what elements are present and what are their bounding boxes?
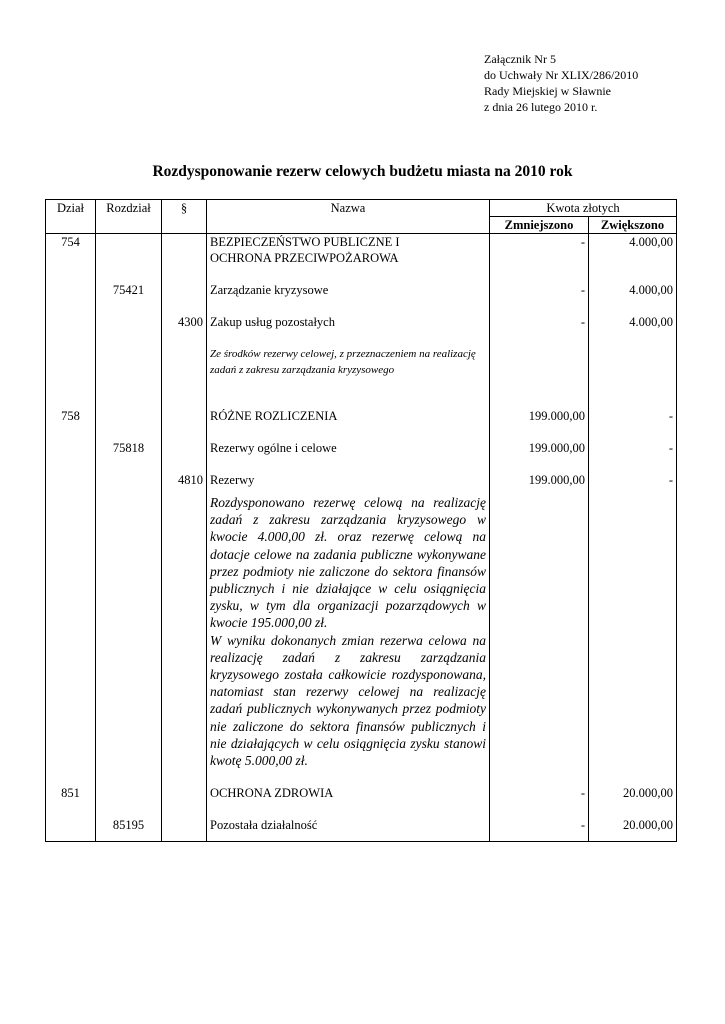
cell-zwiekszono: 20.000,00 [589,817,677,842]
table-row [46,314,677,330]
budget-table [45,199,677,842]
attachment-line: z dnia 26 lutego 2010 r. [484,100,598,114]
attachment-line: do Uchwały Nr XLIX/286/2010 [484,68,639,82]
note-paragraph: W wyniku dokonanych zmian rezerwa celowa na realizację zadań z zakresu zarządzania kryzysowego została całkowicie rozdysponowana, natomiast stan rezerwy celowej na realizację zadań publicznych wykonywanych przez podmioty nie zaliczone do sektora finansów publicznych i nie działających w celu osiągnięcia zysku stanowi kwotę 5.000,00 zł. [210,632,486,769]
cell-zmniejszono: - [490,234,589,267]
attachment-line: Rady Miejskiej w Sławnie [484,84,611,98]
nazwa-line: BEZPIECZEŃSTWO PUBLICZNE I [210,235,400,249]
cell-zwiekszono: - [589,440,677,456]
cell-zmniejszono: - [490,314,589,330]
cell-zwiekszono: 4.000,00 [589,314,677,330]
nazwa-line: OCHRONA PRZECIWPOŻAROWA [210,251,399,265]
page-title: Rozdysponowanie rezerw celowych budżetu miasta na 2010 rok [152,163,573,180]
cell-zwiekszono: - [589,408,677,424]
header-dzial: Dział [46,200,96,234]
cell-nazwa: Zarządzanie kryzysowe [207,282,490,298]
note-paragraph: Rozdysponowano rezerwę celową na realizację zadań z zakresu zarządzania kryzysowego w kwocie 4.000,00 zł. oraz rezerwę celową na dotacje celowe na zadania publiczne wykonywane przez podmioty nie zaliczone do sektora finansów publicznych i nie działające w celu osiągnięcia zysku, w tym dla organizacji pozarządowych w kwocie 195.000,00 zł. [210,495,486,631]
cell-rozdzial: 75818 [96,440,162,456]
table-row [46,440,677,456]
attachment-line: Załącznik Nr 5 [484,52,556,66]
header-kwota: Kwota złotych [490,200,677,217]
cell-note: Ze środków rezerwy celowej, z przeznaczeniem na realizację zadań z zakresu zarządzania kryzysowego [207,346,490,378]
header-zwiekszono: Zwiększono [589,217,677,234]
cell-zwiekszono: 4.000,00 [589,282,677,298]
cell-note [207,494,490,769]
cell-paragraf: 4300 [162,314,207,330]
table-row [46,408,677,424]
cell-zmniejszono: - [490,817,589,842]
cell-zmniejszono: - [490,282,589,298]
table-row [46,785,677,801]
table-row [46,234,677,267]
cell-paragraf: 4810 [162,472,207,488]
table-row [46,282,677,298]
header-rozdzial: Rozdział [96,200,162,234]
cell-zmniejszono: 199.000,00 [490,472,589,488]
cell-nazwa: Pozostała działalność [207,817,490,842]
table-row [46,472,677,488]
cell-dzial: 758 [46,408,96,424]
cell-zwiekszono: 4.000,00 [589,234,677,267]
cell-nazwa: OCHRONA ZDROWIA [207,785,490,801]
attachment-header [484,51,638,115]
cell-nazwa: RÓŻNE ROZLICZENIA [207,408,490,424]
cell-dzial: 754 [46,234,96,267]
header-nazwa: Nazwa [207,200,490,234]
header-paragraf: § [162,200,207,234]
cell-zmniejszono: 199.000,00 [490,408,589,424]
cell-nazwa: Zakup usług pozostałych [207,314,490,330]
table-row [46,817,677,842]
cell-zwiekszono: - [589,472,677,488]
cell-zwiekszono: 20.000,00 [589,785,677,801]
cell-rozdzial: 85195 [96,817,162,842]
cell-rozdzial: 75421 [96,282,162,298]
cell-nazwa [207,234,490,267]
cell-zmniejszono: 199.000,00 [490,440,589,456]
cell-dzial: 851 [46,785,96,801]
cell-zmniejszono: - [490,785,589,801]
cell-nazwa: Rezerwy [207,472,490,488]
table-row [46,494,677,769]
table-row [46,346,677,378]
cell-nazwa: Rezerwy ogólne i celowe [207,440,490,456]
header-zmniejszono: Zmniejszono [490,217,589,234]
